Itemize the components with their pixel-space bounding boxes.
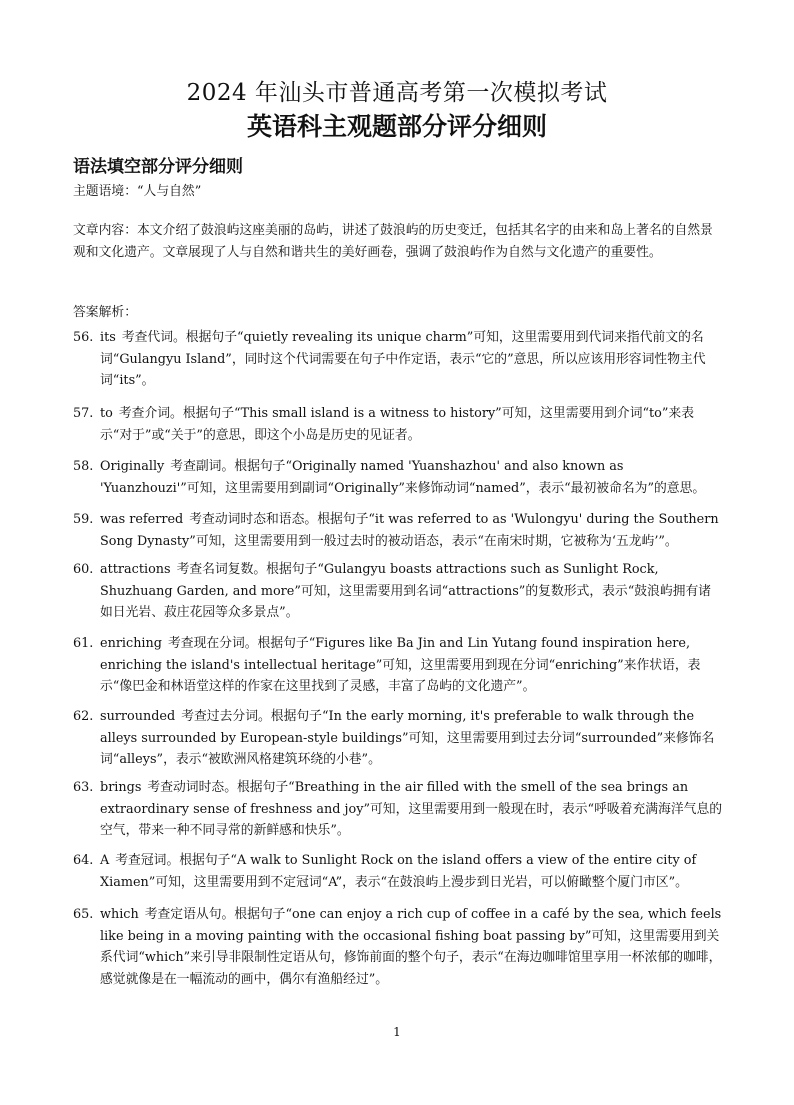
item-answer: Originally [100,459,165,474]
item-answer: enriching [100,636,162,651]
item-number: 60. [73,562,94,577]
item-explanation: 考查介词。根据句子“This small island is a witness to history”可知，这里需要用到介词“to”来表示“对于”或“关于”的意思，即这个小岛是历史的见证者。 [100,406,695,443]
item-answer: surrounded [100,709,176,724]
answer-item-57 [73,403,723,446]
page-number: 1 [393,1025,401,1039]
item-explanation: 考查名词复数。根据句子“Gulangyu boasts attractions such as Sunlight Rock, Shuzhuang Garden, and more”可知，这里需要用到名词“attractions”的复数形式，表示“鼓浪屿拥有诸如日光岩、菽庄花园等众多景点”。 [100,562,712,620]
item-number: 58. [73,459,94,474]
item-number: 62. [73,709,94,724]
article-summary: 文章内容：本文介绍了鼓浪屿这座美丽的岛屿，讲述了鼓浪屿的历史变迁，包括其名字的由来和岛上著名的自然景观和文化遗产。文章展现了人与自然和谐共生的美好画卷，强调了鼓浪屿作为自然与文化遗产的重要性。 [73,223,713,260]
answer-item-60 [73,559,723,624]
answer-item-65 [73,904,723,990]
answer-item-56 [73,327,723,392]
item-explanation: 考查副词。根据句子“Originally named 'Yuanshazhou' and also known as 'Yuanzhouzi'”可知，这里需要用到副词“Originally”来修饰动词“named”，表示“最初被命名为”的意思。 [100,459,706,496]
item-answer: was referred [100,512,184,527]
item-answer: to [100,406,113,421]
answer-item-64 [73,850,723,893]
item-number: 64. [73,853,94,868]
item-number: 59. [73,512,94,527]
item-explanation: 考查定语从句。根据句子“one can enjoy a rich cup of coffee in a café by the sea, which feels like being in a moving painting with the occasional fishing boat passing by”可知，这里需要用到关系代词“which”来引导非限制性定语从句，修饰前面的整个句子，表示“在海边咖啡馆里享用一杯浓郁的咖啡，感觉就像是在一幅流动的画中，偶尔有渔船经过”。 [100,907,722,987]
document-title: 2024 年汕头市普通高考第一次模拟考试 [186,80,608,106]
item-answer: attractions [100,562,171,577]
answer-item-62 [73,706,723,771]
item-explanation: 考查冠词。根据句子“A walk to Sunlight Rock on the island offers a view of the entire city of Xiamen”可知，这里需要用到不定冠词“A”，表示“在鼓浪屿上漫步到日光岩，可以俯瞰整个厦门市区”。 [100,853,697,890]
item-explanation: 考查动词时态和语态。根据句子“it was referred to as 'Wulongyu' during the Southern Song Dynasty”可知，这里需要用到一般过去时的被动语态，表示“在南宋时期，它被称为‘五龙屿’”。 [100,512,719,549]
document-subtitle: 英语科主观题部分评分细则 [246,112,547,141]
item-explanation: 考查动词时态。根据句子“Breathing in the air filled with the smell of the sea brings an extraordinary sense of freshness and joy”可知，这里需要用到一般现在时，表示“呼吸着充满海洋气息的空气，带来一种不同寻常的新鲜感和快乐”。 [100,780,723,838]
item-number: 56. [73,330,94,345]
item-explanation: 考查现在分词。根据句子“Figures like Ba Jin and Lin Yutang found inspiration here, enriching the island's intellectual heritage”可知，这里需要用到现在分词“enriching”来作状语，表示“像巴金和林语堂这样的作家在这里找到了灵感，丰富了岛屿的文化遗产”。 [100,636,701,694]
answer-item-61 [73,633,723,698]
item-number: 61. [73,636,94,651]
item-number: 63. [73,780,94,795]
answer-item-63 [73,777,723,842]
section-heading: 语法填空部分评分细则 [73,157,243,177]
item-answer: A [100,853,110,868]
item-explanation: 考查代词。根据句子“quietly revealing its unique charm”可知，这里需要用到代词来指代前文的名词“Gulangyu Island”，同时这个代词需要在句子中作定语，表示“它的”意思，所以应该用形容词性物主代词“its”。 [100,330,706,388]
theme-line: 主题语境：“人与自然” [73,184,202,199]
item-explanation: 考查过去分词。根据句子“In the early morning, it's preferable to walk through the alleys surrounded by European-style buildings”可知，这里需要用到过去分词“surrounded”来修饰名词“alleys”，表示“被欧洲风格建筑环绕的小巷”。 [100,709,715,767]
item-answer: brings [100,780,142,795]
answer-item-58 [73,456,723,499]
answer-item-59 [73,509,723,552]
item-number: 65. [73,907,94,922]
analysis-label: 答案解析： [73,305,137,320]
item-answer: its [100,330,116,345]
item-answer: which [100,907,139,922]
item-number: 57. [73,406,94,421]
